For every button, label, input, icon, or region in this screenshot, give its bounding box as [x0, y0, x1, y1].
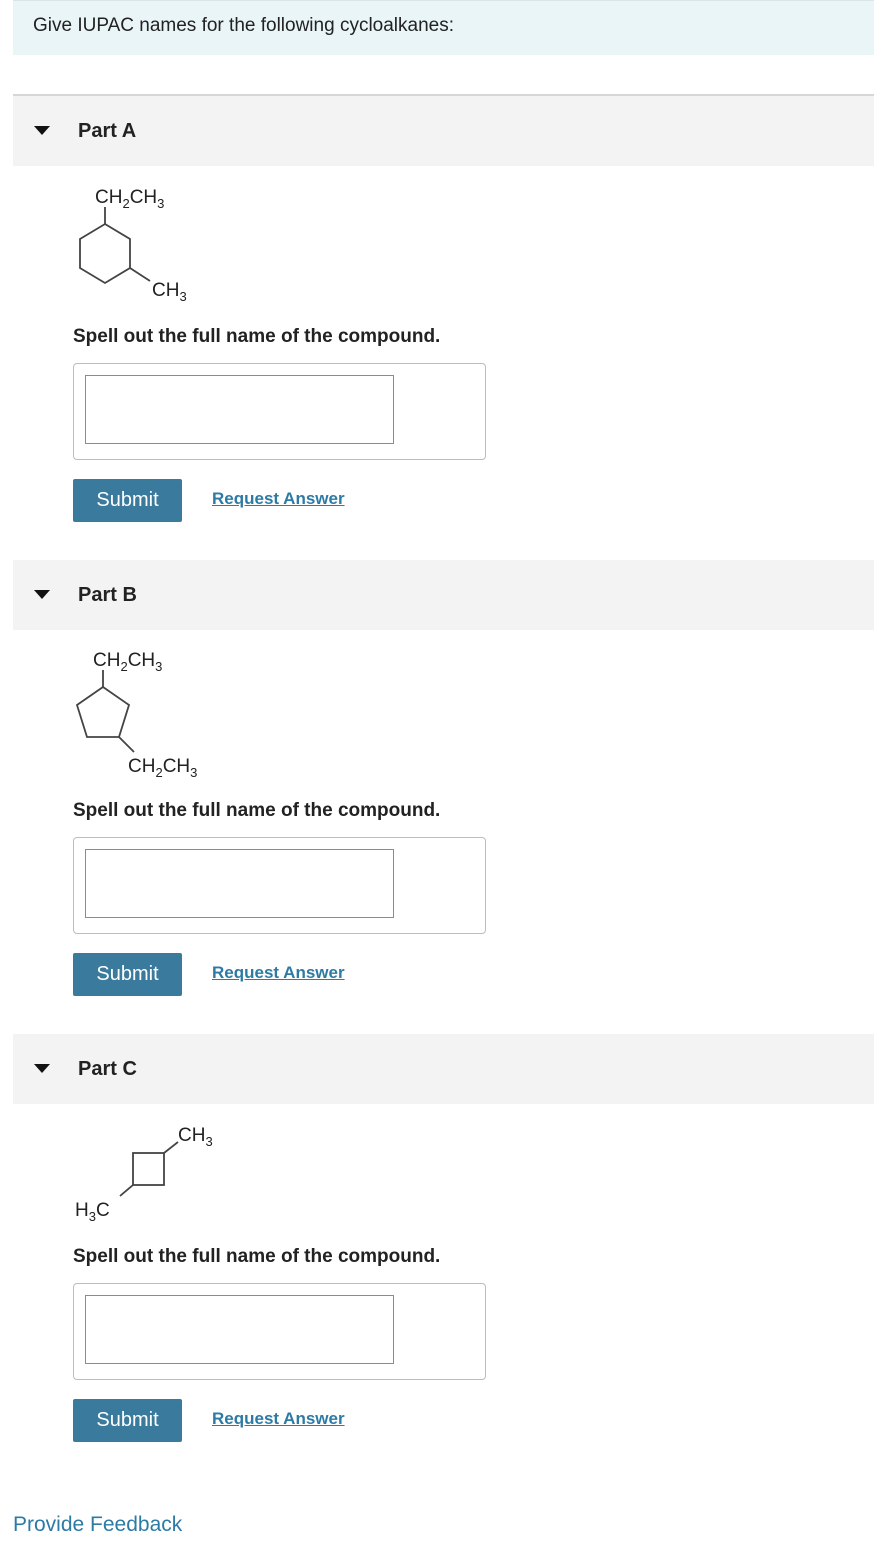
part-b-submit-button[interactable]: Submit: [73, 953, 182, 996]
bond-line: [119, 737, 134, 752]
part-a-answer-input[interactable]: [85, 375, 394, 444]
part-c-header[interactable]: [13, 1034, 874, 1104]
part-b-answer-input[interactable]: [85, 849, 394, 918]
provide-feedback-link[interactable]: Provide Feedback: [13, 1513, 183, 1536]
part-c-title: Part C: [78, 1058, 137, 1080]
ethyl-label-top: $CH_2CH_3$: [93, 650, 163, 674]
part-c-request-answer-link[interactable]: Request Answer: [212, 1409, 345, 1428]
part-a-request-answer-link[interactable]: Request Answer: [212, 489, 345, 508]
part-b-header[interactable]: [13, 560, 874, 630]
part-a-header[interactable]: [13, 96, 874, 166]
methyl-label: $CH_3$: [152, 280, 187, 304]
ethyl-label-side: $CH_2CH_3$: [128, 756, 198, 780]
part-a-title: Part A: [78, 120, 137, 142]
part-c-answer-container: [73, 1283, 486, 1380]
cyclopentane-structure: [60, 640, 260, 780]
bond-line: [130, 268, 150, 281]
caret-down-icon[interactable]: [34, 590, 50, 599]
pentagon-ring: [77, 687, 129, 737]
part-b-request-answer-link[interactable]: Request Answer: [212, 963, 345, 982]
instructions-box: [13, 0, 874, 55]
caret-down-icon[interactable]: [34, 126, 50, 135]
part-a-answer-container: [73, 363, 486, 460]
caret-down-icon[interactable]: [34, 1064, 50, 1073]
part-b-structure: [60, 640, 260, 785]
cyclohexane-structure: [60, 176, 260, 306]
hexagon-ring: [80, 224, 130, 283]
ethyl-label: $CH_2CH_3$: [95, 187, 165, 211]
methyl-label-top: $CH_3$: [178, 1125, 213, 1149]
part-a-submit-button[interactable]: Submit: [73, 479, 182, 522]
bond-line: [120, 1185, 133, 1196]
part-a-structure: [60, 176, 260, 311]
part-c-submit-button[interactable]: Submit: [73, 1399, 182, 1442]
cyclobutane-structure: [60, 1112, 280, 1232]
part-a-prompt: Spell out the full name of the compound.: [73, 326, 441, 347]
part-c-structure: [60, 1112, 280, 1237]
instructions-text: Give IUPAC names for the following cycloalkanes:: [33, 15, 454, 36]
bond-line: [164, 1142, 178, 1153]
methyl-label-bottom: $H_3C$: [75, 1200, 110, 1224]
part-b-title: Part B: [78, 584, 137, 606]
part-c-prompt: Spell out the full name of the compound.: [73, 1246, 441, 1267]
square-ring: [133, 1153, 164, 1185]
part-c-answer-input[interactable]: [85, 1295, 394, 1364]
part-b-answer-container: [73, 837, 486, 934]
part-b-prompt: Spell out the full name of the compound.: [73, 800, 441, 821]
